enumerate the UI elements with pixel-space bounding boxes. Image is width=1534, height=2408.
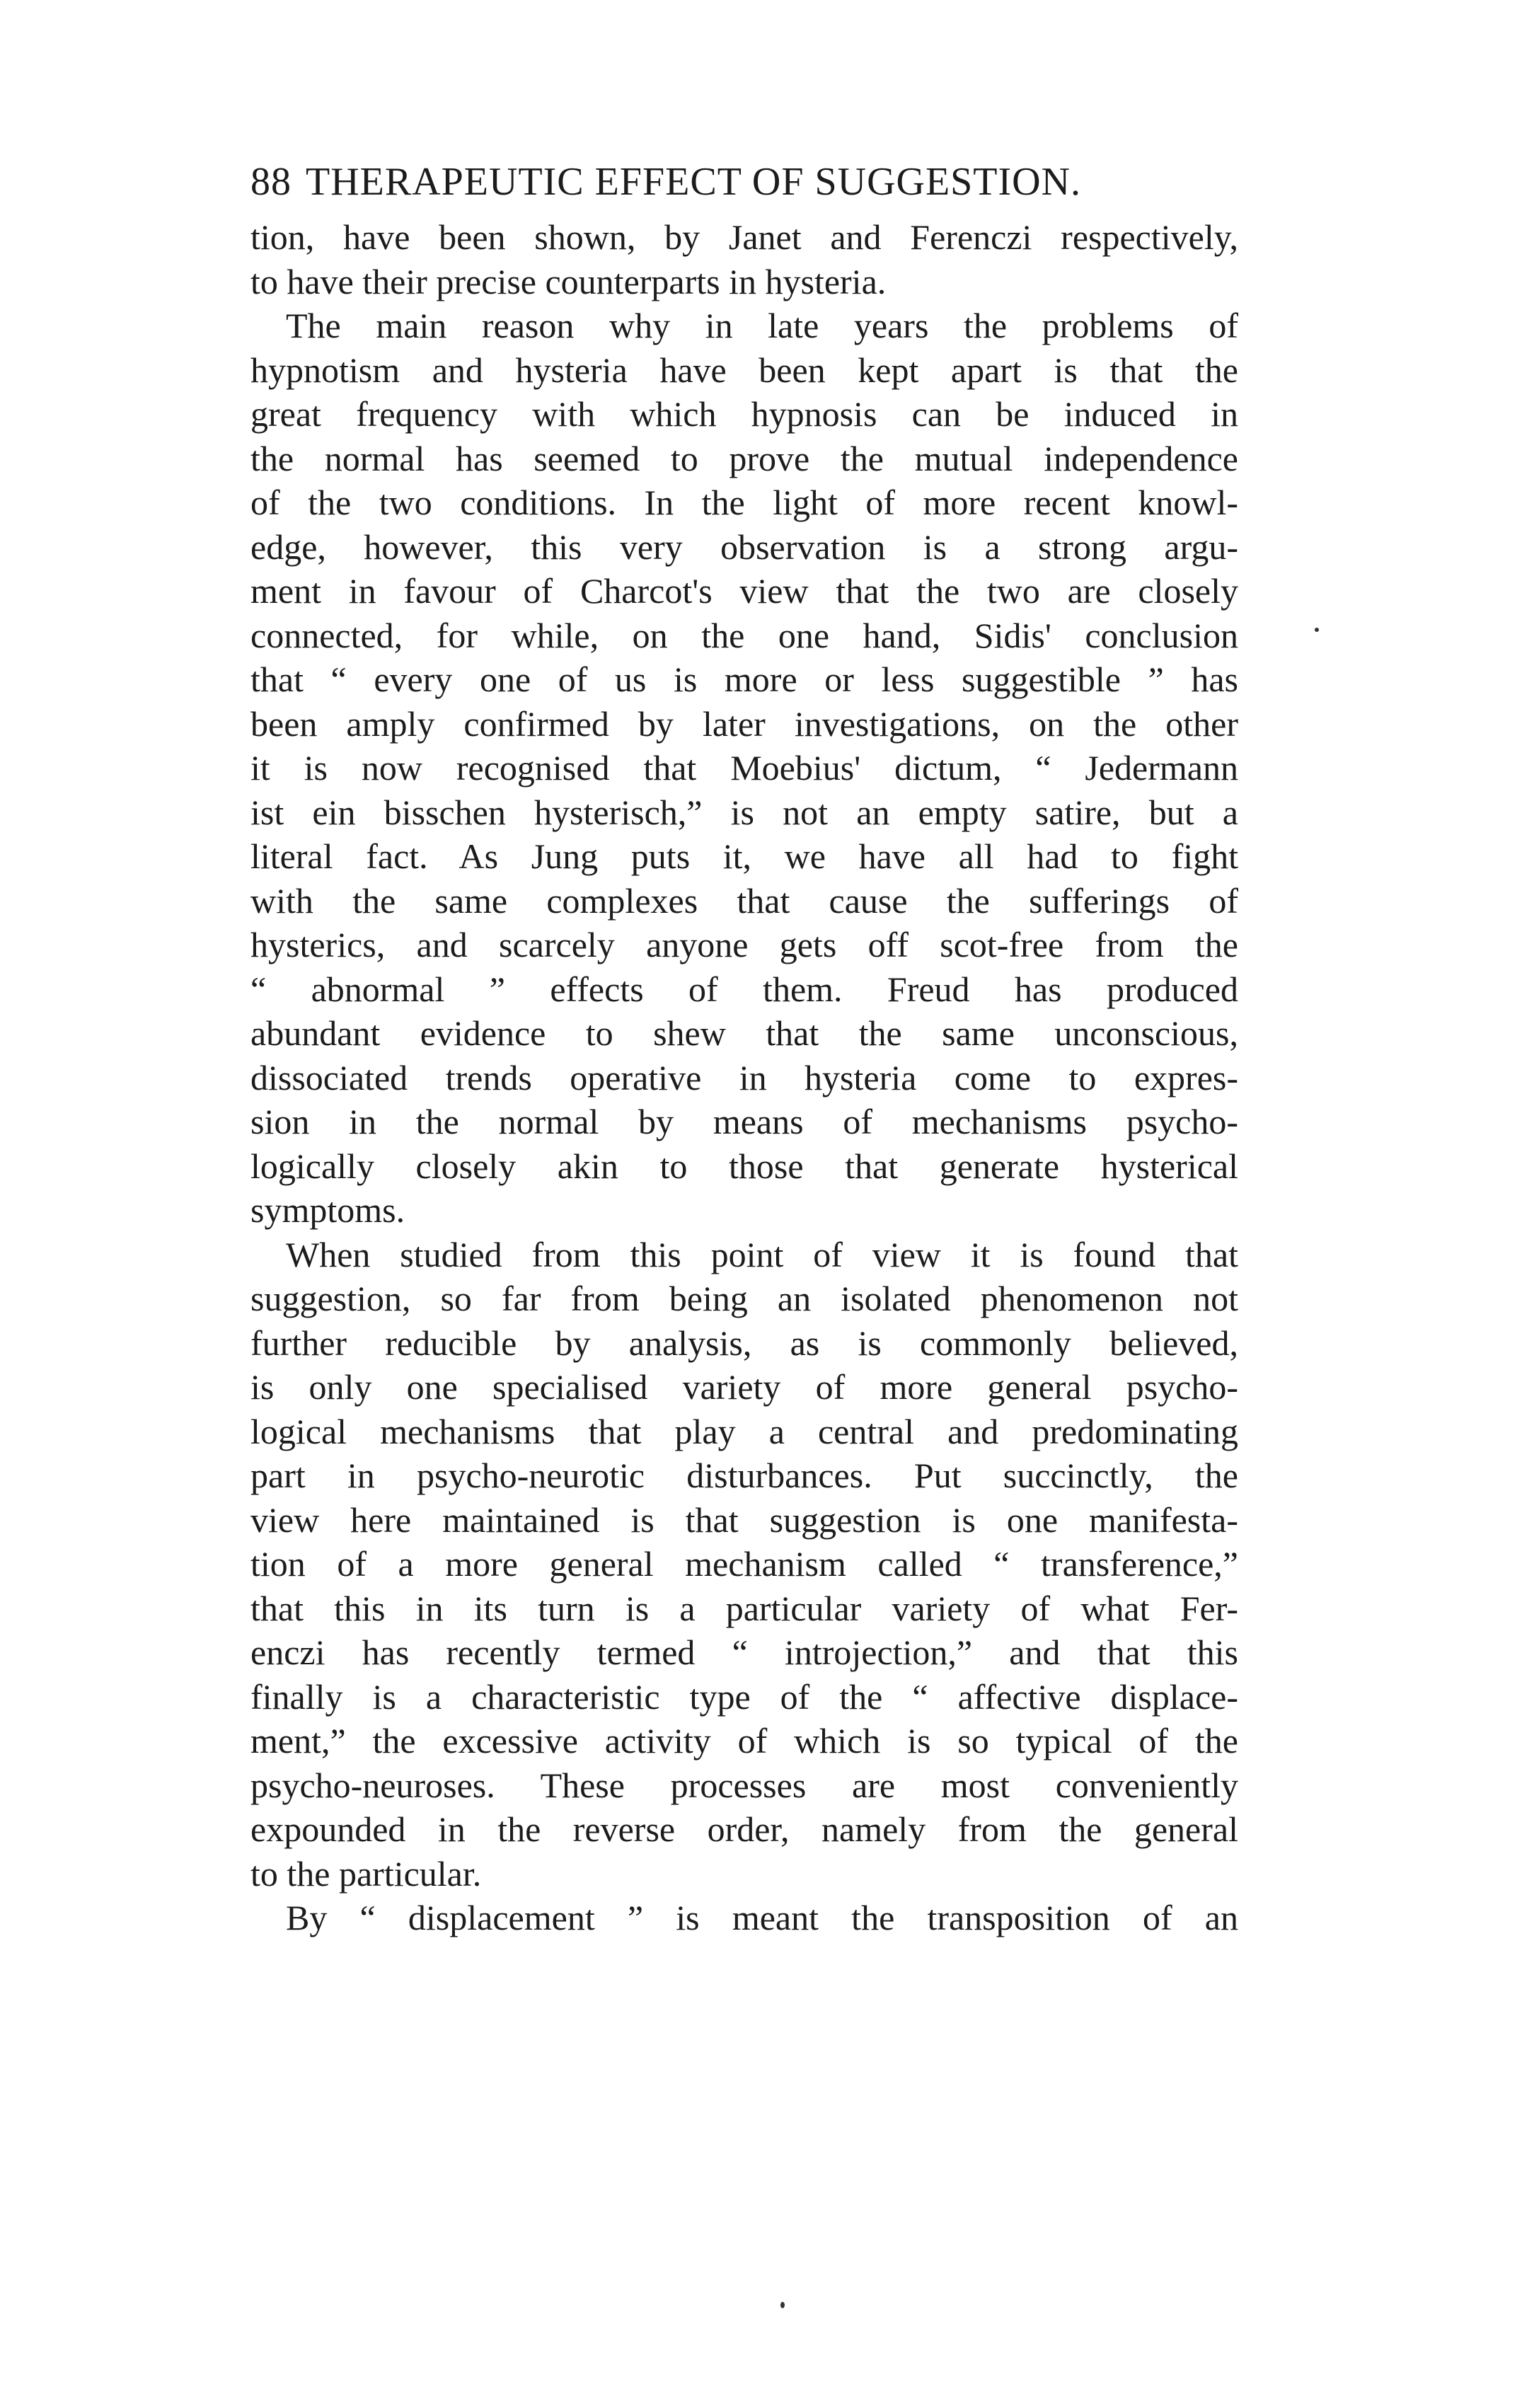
text-line: symptoms. xyxy=(250,1190,405,1230)
text-line: part in psycho-neurotic disturbances. Put succinctly, the xyxy=(250,1456,1238,1495)
text-line: suggestion, so far from being an isolated phenomenon not xyxy=(250,1279,1238,1318)
text-line: logical mechanisms that play a central and predominating xyxy=(250,1411,1238,1451)
text-line: finally is a characteristic type of the “ affective displace- xyxy=(250,1676,1238,1717)
text-line: edge, however, this very observation is a strong argu- xyxy=(250,526,1238,567)
text-line: that “ every one of us is more or less suggestible ” has xyxy=(250,659,1238,699)
text-line: hypnotism and hysteria have been kept apart is that the xyxy=(250,350,1238,390)
text-line: expounded in the reverse order, namely from the general xyxy=(250,1809,1238,1849)
text-line: been amply confirmed by later investigations, on the other xyxy=(250,703,1238,744)
text-line: “ abnormal ” effects of them. Freud has produced xyxy=(250,969,1238,1009)
text-line: By “ displacement ” is meant the transposition of an xyxy=(286,1898,1238,1937)
running-head xyxy=(250,157,1238,207)
paragraph xyxy=(250,1896,1238,1940)
text-line: sion in the normal by means of mechanisms psycho- xyxy=(250,1102,1238,1141)
text-line: hysterics, and scarcely anyone gets off scot-free from the xyxy=(250,925,1238,964)
ink-speck xyxy=(780,2302,785,2308)
text-line: ist ein bisschen hysterisch,” is not an empty satire, but a xyxy=(250,792,1238,832)
text-line: to have their precise counterparts in hysteria. xyxy=(250,261,887,301)
text-line: dissociated trends operative in hysteria come to expres- xyxy=(250,1057,1238,1098)
text-line: literal fact. As Jung puts it, we have all had to fight xyxy=(250,836,1238,876)
text-line: enczi has recently termed “ introjection,” and that this xyxy=(250,1632,1238,1672)
book-page xyxy=(250,157,1238,1940)
text-line: When studied from this point of view it is found that xyxy=(286,1234,1238,1274)
body-text xyxy=(250,215,1238,1940)
text-line: the normal has seemed to prove the mutual independence xyxy=(250,438,1238,478)
text-line: connected, for while, on the one hand, Sidis' conclusion xyxy=(250,615,1238,655)
text-line: logically closely akin to those that generate hysterical xyxy=(250,1146,1238,1186)
text-line: abundant evidence to shew that the same unconscious, xyxy=(250,1013,1238,1053)
running-title: THERAPEUTIC EFFECT OF SUGGESTION. xyxy=(306,160,1082,204)
text-line: tion of a more general mechanism called “ transference,” xyxy=(250,1544,1238,1584)
page-number: 88 xyxy=(250,160,292,204)
text-line: it is now recognised that Moebius' dictum, “ Jedermann xyxy=(250,748,1238,788)
text-line: great frequency with which hypnosis can be induced in xyxy=(250,394,1238,434)
paragraph xyxy=(250,1233,1238,1896)
text-line: The main reason why in late years the problems of xyxy=(286,306,1238,345)
paragraph xyxy=(250,304,1238,1233)
text-line: tion, have been shown, by Janet and Ferenczi respectively, xyxy=(250,217,1238,257)
text-line: of the two conditions. In the light of more recent knowl- xyxy=(250,483,1238,522)
text-line: with the same complexes that cause the sufferings of xyxy=(250,880,1238,921)
text-line: ment,” the excessive activity of which is so typical of the xyxy=(250,1721,1238,1761)
text-line: view here maintained is that suggestion is one manifesta- xyxy=(250,1499,1238,1540)
text-line: to the particular. xyxy=(250,1853,482,1894)
text-line: ment in favour of Charcot's view that the two are closely xyxy=(250,571,1238,611)
text-line: that this in its turn is a particular variety of what Fer- xyxy=(250,1588,1238,1628)
text-line: psycho-neuroses. These processes are most conveniently xyxy=(250,1765,1238,1805)
ink-speck xyxy=(1315,628,1319,632)
text-line: is only one specialised variety of more general psycho- xyxy=(250,1367,1238,1407)
paragraph xyxy=(250,215,1238,304)
text-line: further reducible by analysis, as is commonly believed, xyxy=(250,1323,1238,1363)
